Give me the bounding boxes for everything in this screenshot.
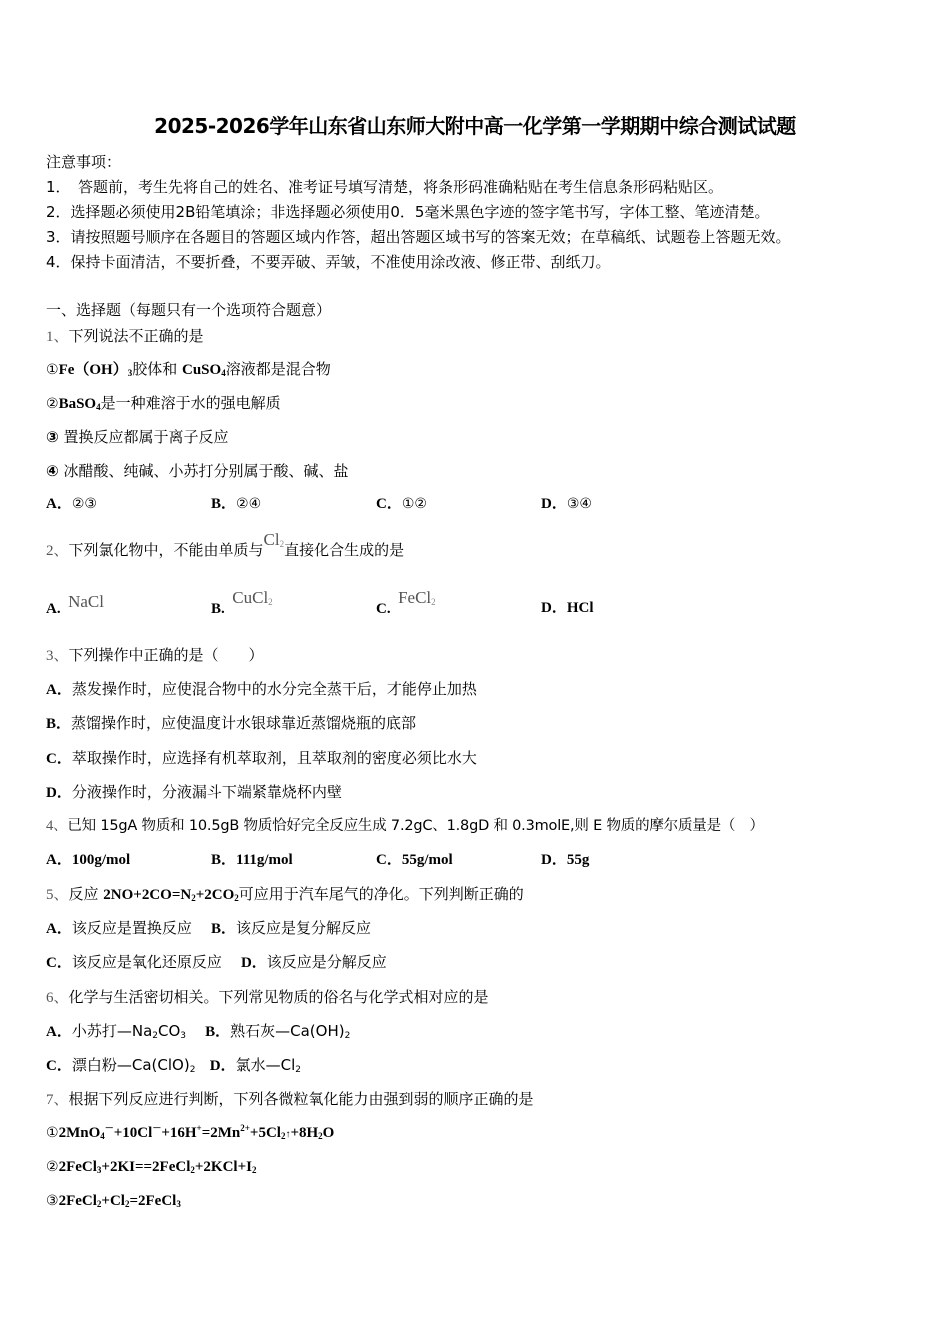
statement-4: ④ 冰醋酸、纯碱、小苏打分别属于酸、碱、盐: [46, 462, 349, 480]
q2-option-c: C. FeCl$_2$: [376, 588, 436, 617]
reaction-1: $①2MnO_4^-+10Cl^-+16H^+=2Mn^{2+}+5Cl_2↑+8H_2O$: [46, 1123, 335, 1141]
q2-option-a: A. NaCl: [46, 592, 104, 617]
question-3: 3、下列操作中正确的是（ ）: [46, 646, 264, 664]
q3-option-d: D．分液操作时，分液漏斗下端紧靠烧杯内壁: [46, 783, 342, 801]
q1-option-c: C．①②: [376, 496, 427, 512]
question-5: 5、反应 $2NO+2CO=N_2+2CO_2$可应用于汽车尾气的净化。下列判断正确的: [46, 885, 524, 903]
q5-options-row-1: A．该反应是置换反应 B．该反应是复分解反应: [46, 919, 371, 937]
reaction-3: $③2FeCl_2+Cl_2=2FeCl_3$: [46, 1193, 181, 1209]
statement-3: ③ 置换反应都属于离子反应: [46, 428, 229, 446]
notice-item: 1． 答题前，考生先将自己的姓名、准考证号填写清楚，将条形码准确粘贴在考生信息条形码粘贴区。: [46, 178, 724, 196]
q1-option-b: B．②④: [211, 496, 262, 512]
page-title: 2025-2026学年山东省山东师大附中高一化学第一学期期中综合测试试题: [154, 114, 796, 138]
gas-arrow-icon: ↑: [285, 1129, 291, 1140]
q4-option-b: B．111g/mol: [211, 852, 293, 868]
q6-options-row-1: A．小苏打$—Na_2CO_3$ B．熟石灰$—Ca(OH)_2$: [46, 1022, 351, 1041]
q5-options-row-2: C．该反应是氧化还原反应 D．该反应是分解反应: [46, 953, 387, 971]
q3-option-b: B．蒸馏操作时，应使温度计水银球靠近蒸馏烧瓶的底部: [46, 714, 417, 732]
question-stem: 下列说法不正确的是: [68, 327, 204, 345]
q2-option-b: B. CuCl$_2$: [211, 588, 273, 617]
reaction-2: $②2FeCl_3+2KI==2FeCl_2+2KCl+I_2$: [46, 1159, 257, 1175]
q4-option-d: D．55g: [541, 852, 590, 868]
notice-item: 2．选择题必须使用2B铅笔填涂；非选择题必须使用0．5毫米黑色字迹的签字笔书写，字体工整、笔迹清楚。: [46, 203, 770, 221]
question-number: 1、: [46, 329, 69, 345]
q2-option-d: D．HCl: [541, 600, 594, 616]
q1-option-d: D．③④: [541, 496, 592, 512]
question-2: 2、下列氯化物中，不能由单质与$Cl_2$直接化合生成的是: [46, 530, 405, 559]
question-7: 7、根据下列反应进行判断，下列各微粒氧化能力由强到弱的顺序正确的是: [46, 1090, 534, 1108]
question-4: 4、已知 15gA 物质和 10.5gB 物质恰好完全反应生成 7.2gC、1.8gD 和 0.3molE,则 E 物质的摩尔质量是（ ）: [46, 818, 764, 834]
q3-option-a: A．蒸发操作时，应使混合物中的水分完全蒸干后，才能停止加热: [46, 680, 477, 698]
chlorine-formula: $Cl_2$: [263, 530, 285, 549]
question-6: 6、化学与生活密切相关。下列常见物质的俗名与化学式相对应的是: [46, 988, 489, 1006]
statement-1: $①Fe(OH)_3$胶体和 CuSO$_4$溶液都是混合物: [46, 360, 331, 378]
q4-option-a: A．100g/mol: [46, 852, 131, 868]
question-1: [46, 326, 204, 347]
notice-item: 4．保持卡面清洁，不要折叠，不要弄破、弄皱，不准使用涂改液、修正带、刮纸刀。: [46, 253, 611, 271]
q4-option-c: C．55g/mol: [376, 852, 453, 868]
section-heading: 一、选择题（每题只有一个选项符合题意）: [46, 301, 332, 319]
notice-item: 3．请按照题号顺序在各题目的答题区域内作答，超出答题区域书写的答案无效；在草稿纸、试题卷上答题无效。: [46, 228, 791, 246]
statement-2: ②BaSO$_4$是一种难溶于水的强电解质: [46, 394, 281, 412]
q1-option-a: A．②③: [46, 496, 97, 512]
notice-heading: 注意事项：: [46, 153, 122, 171]
q6-options-row-2: C．漂白粉$—Ca(ClO)_2$ D．氯水$—Cl_2$: [46, 1056, 301, 1075]
q3-option-c: C．萃取操作时，应选择有机萃取剂，且萃取剂的密度必须比水大: [46, 749, 477, 767]
